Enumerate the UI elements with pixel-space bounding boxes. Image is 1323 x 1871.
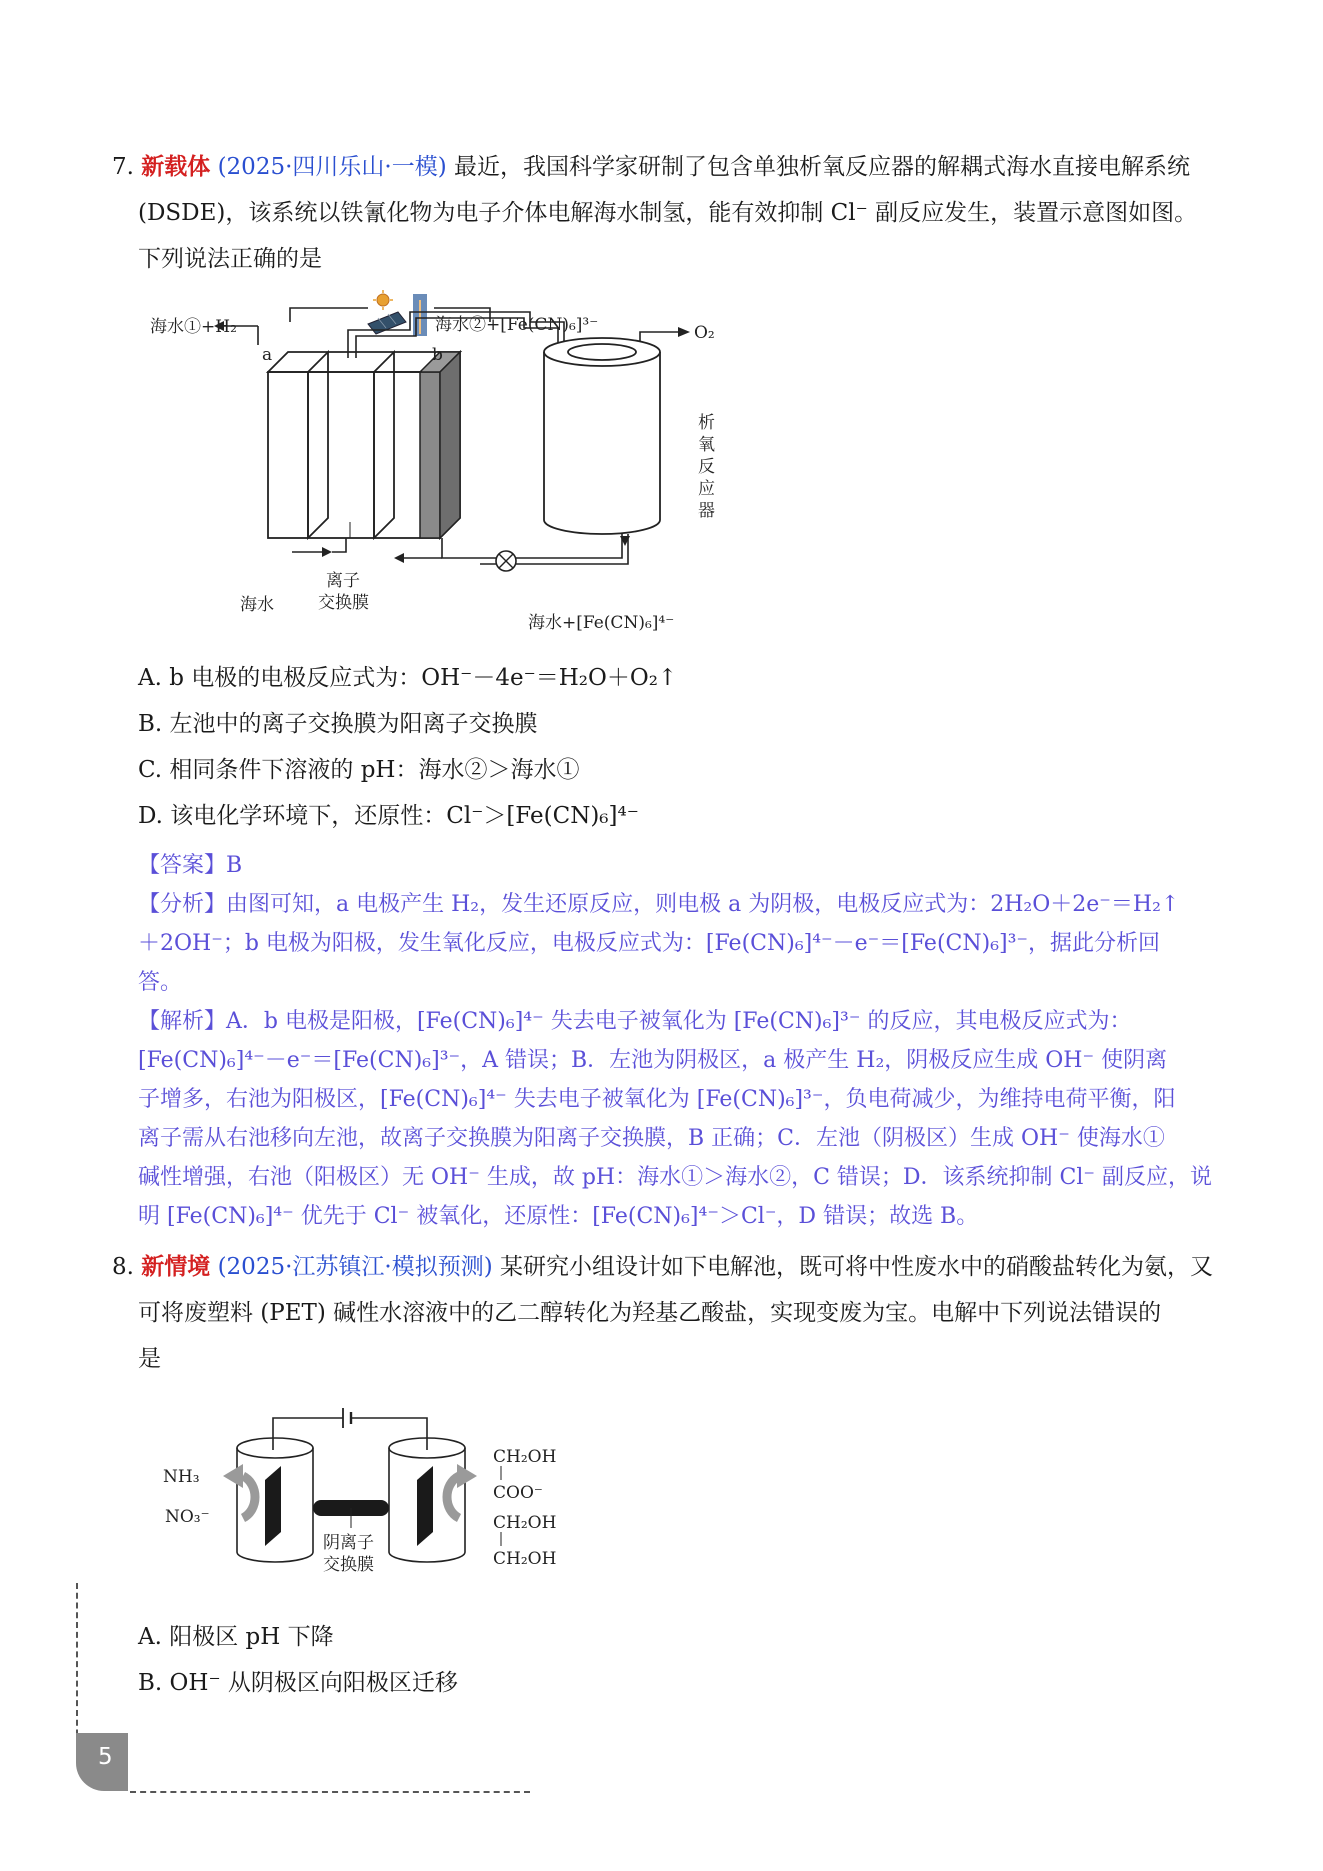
q7-option-b: B. 左池中的离子交换膜为阳离子交换膜	[138, 711, 538, 737]
q7-label-o2: O₂	[694, 323, 715, 343]
q7-stem-line2: (DSDE)，该系统以铁氰化物为电子介体电解海水制氢，能有效抑制 Cl⁻ 副反应发生，装置示意图如图。	[138, 200, 1198, 226]
q7-explanation-line3: 子增多，右池为阳极区，[Fe(CN)₆]⁴⁻ 失去电子被氧化为 [Fe(CN)₆]³⁻，负电荷减少，为维持电荷平衡，阳	[138, 1087, 1176, 1112]
q7-label-membrane-1: 离子	[326, 571, 360, 591]
q8-stem-text-1: 某研究小组设计如下电解池，既可将中性废水中的硝酸盐转化为氨，又	[500, 1254, 1213, 1280]
q7-label-reactor-3: 反	[698, 457, 715, 477]
q7-stem-text-1: 最近，我国科学家研制了包含单独析氧反应器的解耦式海水直接电解系统	[454, 154, 1190, 180]
q7-label-reactor-5: 器	[698, 501, 715, 521]
q8-label-ch2oh-bot: CH₂OH	[493, 1549, 557, 1569]
q7-apparatus-diagram	[150, 290, 770, 650]
q8-stem-line1	[112, 1252, 1213, 1282]
oxygen-reactor-cylinder	[544, 338, 660, 534]
q8-label-membrane-2: 交换膜	[323, 1555, 374, 1575]
page-number: 5	[98, 1744, 113, 1770]
page-margin-dashed-line	[76, 1583, 78, 1755]
q8-label-ch2oh-mid: CH₂OH	[493, 1513, 557, 1533]
q8-label-nh3: NH₃	[163, 1467, 200, 1487]
q8-label-ch2oh-top: CH₂OH	[493, 1447, 557, 1467]
sun-icon	[373, 290, 393, 310]
q7-explanation-line5: 碱性增强，右池（阳极区）无 OH⁻ 生成，故 pH：海水①＞海水②，C 错误；D．该系统抑制 Cl⁻ 副反应，说	[138, 1165, 1213, 1190]
q7-label-b: b	[432, 345, 443, 365]
q7-label-a: a	[262, 345, 273, 365]
q8-tag: 新情境	[141, 1253, 211, 1280]
q7-option-c: C. 相同条件下溶液的 pH：海水②＞海水①	[138, 757, 580, 783]
q7-tag: 新载体	[141, 153, 211, 180]
anode-plate	[417, 1466, 433, 1546]
q8-source: (2025·江苏镇江·模拟预测)	[217, 1254, 493, 1280]
q8-stem-line2: 可将废塑料 (PET) 碱性水溶液中的乙二醇转化为羟基乙酸盐，实现变废为宝。电解中下列说法错误的	[138, 1300, 1162, 1326]
q8-option-b: B. OH⁻ 从阴极区向阳极区迁移	[138, 1670, 458, 1696]
page-footer-dashed-line	[130, 1791, 530, 1793]
q8-label-no3: NO₃⁻	[165, 1507, 210, 1527]
left-curved-arrow	[243, 1476, 255, 1518]
q7-label-reactor-4: 应	[698, 479, 715, 499]
q7-analysis-line1: 【分析】由图可知，a 电极产生 H₂，发生还原反应，则电极 a 为阴极，电极反应式为：2H₂O＋2e⁻＝H₂↑	[138, 892, 1180, 917]
electrode-b	[420, 352, 460, 538]
q8-label-membrane-1: 阴离子	[323, 1533, 374, 1553]
q8-stem-line3: 是	[138, 1346, 161, 1372]
q7-label-reactor-2: 氧	[698, 435, 715, 455]
q7-explanation-line6: 明 [Fe(CN)₆]⁴⁻ 优先于 Cl⁻ 被氧化，还原性：[Fe(CN)₆]⁴⁻＞Cl⁻，D 错误；故选 B。	[138, 1204, 979, 1229]
q7-answer: 【答案】B	[138, 853, 243, 878]
cathode-plate	[265, 1466, 281, 1546]
q7-label-seawater-in: 海水	[240, 595, 274, 615]
q7-label-left-out: 海水①+H₂	[150, 317, 237, 337]
q7-option-d: D. 该电化学环境下，还原性：Cl⁻＞[Fe(CN)₆]⁴⁻	[138, 803, 639, 829]
q8-label-coo: COO⁻	[493, 1483, 543, 1503]
q7-number: 7.	[112, 154, 134, 180]
q7-label-top-right: 海水②+[Fe(CN)₆]³⁻	[435, 315, 599, 335]
q7-explanation-line1: 【解析】A．b 电极是阳极，[Fe(CN)₆]⁴⁻ 失去电子被氧化为 [Fe(CN)₆]³⁻ 的反应，其电极反应式为：	[138, 1009, 1132, 1034]
q7-label-membrane-2: 交换膜	[318, 593, 369, 613]
q7-explanation-line4: 离子需从右池移向左池，故离子交换膜为阳离子交换膜，B 正确；C．左池（阴极区）生成 OH⁻ 使海水①	[138, 1126, 1165, 1151]
q8-electrolysis-diagram	[155, 1400, 575, 1580]
q7-analysis-line2: ＋2OH⁻；b 电极为阳极，发生氧化反应，电极反应式为：[Fe(CN)₆]⁴⁻－e⁻＝[Fe(CN)₆]³⁻，据此分析回	[138, 931, 1161, 956]
q7-explanation-line2: [Fe(CN)₆]⁴⁻－e⁻＝[Fe(CN)₆]³⁻，A 错误；B．左池为阴极区，a 极产生 H₂，阴极反应生成 OH⁻ 使阴离	[138, 1048, 1168, 1073]
q7-analysis-line3: 答。	[138, 970, 183, 995]
q7-label-bottom-right: 海水+[Fe(CN)₆]⁴⁻	[528, 613, 675, 633]
q7-stem-line1	[112, 152, 1190, 182]
q7-label-reactor-1: 析	[698, 413, 715, 433]
q7-source: (2025·四川乐山·一模)	[217, 154, 447, 180]
wind-turbine-icon	[413, 294, 427, 336]
q8-number: 8.	[112, 1254, 134, 1280]
q7-option-a: A. b 电极的电极反应式为：OH⁻－4e⁻＝H₂O＋O₂↑	[138, 665, 678, 691]
q8-option-a: A. 阳极区 pH 下降	[138, 1624, 334, 1650]
pump-icon	[496, 551, 516, 571]
q7-stem-line3: 下列说法正确的是	[138, 246, 322, 272]
